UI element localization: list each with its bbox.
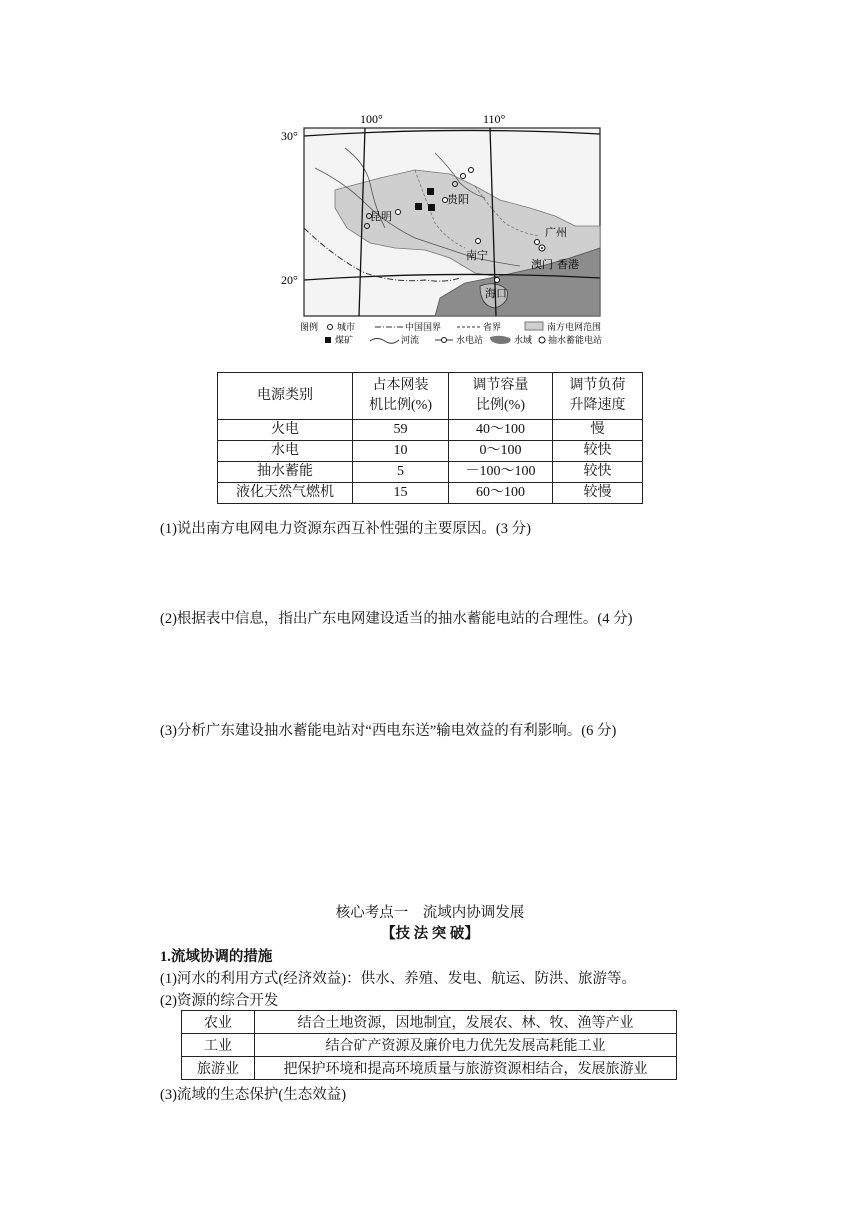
table-cell: 结合土地资源，因地制宜，发展农、林、牧、渔等产业 [255, 1011, 677, 1034]
power-grid-map [275, 108, 620, 348]
table-header [553, 373, 643, 420]
hydro-icon [442, 338, 447, 343]
city-marker [535, 240, 540, 245]
legend-title: 图例 [300, 323, 319, 333]
table-row [218, 420, 643, 441]
table-cell: 10 [353, 441, 449, 462]
map-legend [300, 321, 602, 346]
city-label: 南宁 [466, 249, 488, 262]
coal-mine-marker [427, 188, 434, 195]
resource-development-table [181, 1010, 677, 1080]
legend-item: 水电站 [456, 336, 484, 346]
legend-item: 煤矿 [335, 336, 354, 346]
question-1: (1)说出南方电网电力资源东西互补性强的主要原因。(3 分) [160, 521, 531, 537]
section-line: (2)资源的综合开发 [160, 993, 279, 1009]
table-cell: 0～100 [449, 441, 553, 462]
section-title: 核心考点一 流域内协调发展 [335, 905, 525, 921]
coal-mine-marker [428, 204, 435, 211]
table-header-row [218, 373, 643, 420]
city-icon [328, 325, 333, 330]
section-subtitle: 【技 法 突 破】 [381, 926, 479, 942]
coal-mine-marker [415, 203, 422, 210]
legend-item: 抽水蓄能电站 [548, 336, 603, 346]
table-cell: 液化天然气燃机 [218, 483, 353, 504]
table-cell: －100～100 [449, 462, 553, 483]
table-cell: 较快 [553, 441, 643, 462]
legend-item: 水域 [514, 336, 533, 346]
table-row [218, 462, 643, 483]
table-cell: 结合矿产资源及廉价电力优先发展高耗能工业 [255, 1034, 677, 1057]
table-cell: 农业 [182, 1011, 255, 1034]
city-label: 香港 [557, 258, 579, 271]
table-cell: 较慢 [553, 483, 643, 504]
table-cell: 慢 [553, 420, 643, 441]
header-line: 升降速度 [569, 398, 626, 413]
pumped-storage-icon [539, 337, 545, 343]
table-cell: 旅游业 [182, 1057, 255, 1080]
city-marker [476, 239, 481, 244]
lon-label: 110° [483, 112, 506, 126]
header-line: 机比例(%) [369, 398, 432, 413]
table-cell: 工业 [182, 1034, 255, 1057]
header-line: 比例(%) [476, 398, 525, 413]
city-label: 澳门 [531, 258, 553, 271]
lon-label: 100° [360, 112, 383, 126]
legend-item: 南方电网范围 [547, 323, 602, 333]
table-header [353, 373, 449, 420]
city-label: 贵阳 [447, 193, 469, 206]
table-header [449, 373, 553, 420]
table-row [218, 483, 643, 504]
city-label: 广州 [545, 226, 567, 239]
table-cell: 水电 [218, 441, 353, 462]
legend-item: 中国国界 [405, 323, 442, 333]
question-3: (3)分析广东建设抽水蓄能电站对“西电东送”输电效益的有利影响。(6 分) [160, 723, 617, 739]
city-label: 海口 [485, 287, 507, 300]
header-line: 调节负荷 [569, 378, 626, 393]
table-cell: 较快 [553, 462, 643, 483]
lat-label: 30° [281, 129, 298, 143]
table-cell: 抽水蓄能 [218, 462, 353, 483]
section-line: (3)流域的生态保护(生态效益) [160, 1087, 347, 1103]
map-figure [275, 108, 620, 348]
grid-area-icon [525, 322, 543, 330]
table-row [218, 441, 643, 462]
legend-item: 省界 [483, 323, 502, 333]
coal-icon [325, 337, 331, 343]
table-cell: 40～100 [449, 420, 553, 441]
legend-item: 城市 [337, 323, 356, 333]
section-heading: 1.流域协调的措施 [160, 949, 273, 965]
lat-label: 20° [281, 273, 298, 287]
header-line: 占本网装 [372, 378, 429, 393]
table-row [182, 1057, 677, 1080]
legend-item: 河流 [401, 336, 420, 346]
city-marker [396, 210, 401, 215]
table-cell: 59 [353, 420, 449, 441]
city-label: 昆明 [370, 210, 392, 223]
city-marker [495, 278, 500, 283]
table-cell: 5 [353, 462, 449, 483]
pumped-storage-marker [541, 247, 543, 249]
table-cell: 60～100 [449, 483, 553, 504]
table-header [218, 373, 353, 420]
table-cell: 15 [353, 483, 449, 504]
river-icon [370, 339, 399, 344]
question-2: (2)根据表中信息，指出广东电网建设适当的抽水蓄能电站的合理性。(4 分) [160, 611, 633, 627]
section-line: (1)河水的利用方式(经济效益)：供水、养殖、发电、航运、防洪、旅游等。 [160, 971, 637, 987]
header-line: 电源类别 [257, 388, 313, 403]
table-row [182, 1034, 677, 1057]
power-source-table [217, 372, 643, 504]
table-cell: 火电 [218, 420, 353, 441]
header-line: 调节容量 [472, 378, 529, 393]
table-cell: 把保护环境和提高环境质量与旅游资源相结合，发展旅游业 [255, 1057, 677, 1080]
table-row [182, 1011, 677, 1034]
water-icon [490, 336, 511, 344]
